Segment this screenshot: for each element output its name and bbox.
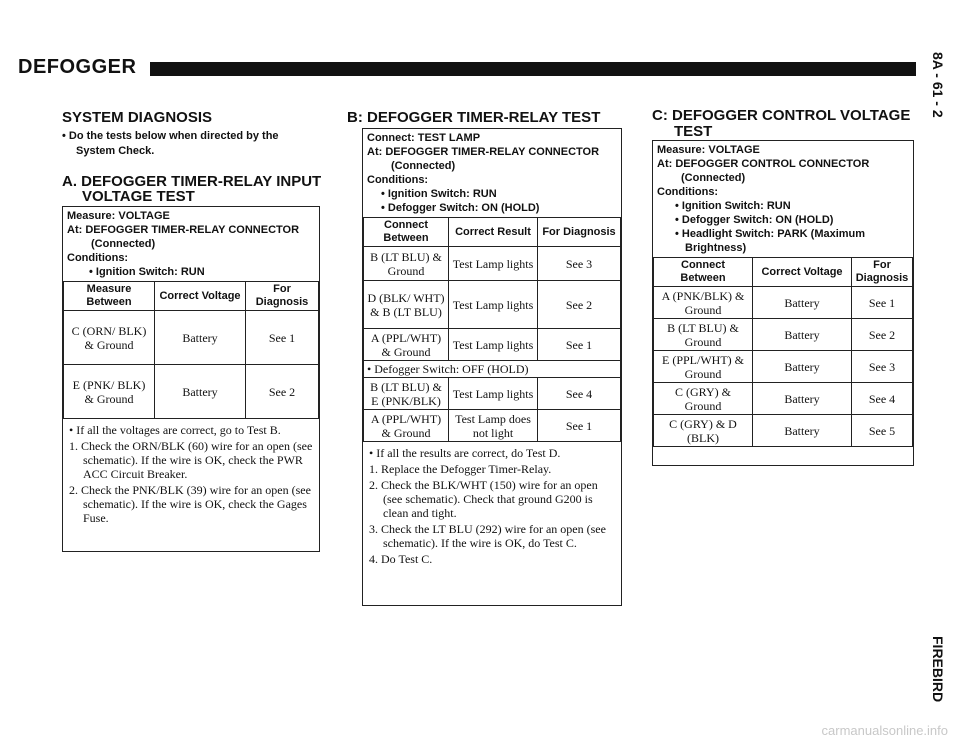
test-b-notes (363, 442, 621, 570)
watermark: carmanualsonline.info (821, 723, 948, 738)
table-row: C (GRY) & D (BLK) Battery See 5 (654, 415, 913, 447)
test-b-title: B: DEFOGGER TIMER-RELAY TEST (347, 109, 601, 126)
test-a-title-line1: A. DEFOGGER TIMER-RELAY INPUT (62, 173, 322, 190)
test-c-line: • Headlight Switch: PARK (Maximum (675, 228, 866, 240)
test-a-line: (Connected) (91, 238, 156, 250)
test-c-table (653, 257, 913, 447)
note-item: • If all the voltages are correct, go to Test B. (69, 423, 281, 437)
system-diagnosis-bullet: • Do the tests below when directed by the (62, 130, 279, 142)
test-a-table (63, 281, 319, 419)
table-row: A (PNK/BLK) & Ground Battery See 1 (654, 287, 913, 319)
test-a-notes (63, 419, 319, 529)
table-header: Connect Between (364, 218, 449, 247)
test-b-line: At: DEFOGGER TIMER-RELAY CONNECTOR (367, 146, 600, 158)
test-c-title-line2: TEST (674, 123, 713, 140)
note-item: 3. Check the LT BLU (292) wire for an open (see schematic). If the wire is OK, do Test C. (369, 522, 606, 550)
test-a-box (62, 206, 320, 552)
table-row: B (LT BLU) & Ground Test Lamp lights See 3 (364, 247, 621, 281)
note-item: 1. Replace the Defogger Timer-Relay. (369, 462, 552, 476)
test-c-conditions (653, 141, 913, 257)
test-c-line: • Defogger Switch: ON (HOLD) (675, 214, 834, 226)
test-b-line: (Connected) (391, 160, 456, 172)
table-row: E (PNK/ BLK) & Ground Battery See 2 (64, 365, 319, 419)
page-title: DEFOGGER (18, 56, 137, 78)
table-header: For Diagnosis (538, 218, 621, 247)
table-row: A (PPL/WHT) & Ground Test Lamp lights See 1 (364, 329, 621, 361)
model-label: FIREBIRD (930, 636, 946, 703)
test-c-box (652, 140, 914, 466)
note-item: 2. Check the PNK/BLK (39) wire for an open (see schematic). If the wire is OK, check the Gages Fuse. (69, 483, 311, 525)
condition-row: • Defogger Switch: OFF (HOLD) (364, 361, 621, 378)
test-c-title-line1: C: DEFOGGER CONTROL VOLTAGE (652, 107, 911, 124)
table-row: B (LT BLU) & Ground Battery See 2 (654, 319, 913, 351)
test-a-line: Conditions: (67, 252, 129, 264)
test-b-box (362, 128, 622, 606)
note-item: 4. Do Test C. (369, 552, 433, 566)
test-c-line: (Connected) (681, 172, 746, 184)
table-row: C (ORN/ BLK) & Ground Battery See 1 (64, 311, 319, 365)
test-c-line: Conditions: (657, 186, 719, 198)
test-c-line: • Ignition Switch: RUN (675, 200, 791, 212)
note-item: • If all the results are correct, do Test D. (369, 446, 561, 460)
test-b-line: • Defogger Switch: ON (HOLD) (381, 202, 540, 214)
table-row: A (PPL/WHT) & Ground Test Lamp does not light See 1 (364, 410, 621, 442)
table-row: B (LT BLU) & E (PNK/BLK) Test Lamp lights See 4 (364, 378, 621, 410)
test-b-line: • Ignition Switch: RUN (381, 188, 497, 200)
header-bar (150, 62, 916, 76)
test-a-line: • Ignition Switch: RUN (89, 266, 205, 278)
note-item: 1. Check the ORN/BLK (60) wire for an open (see schematic). If the wire is OK, check the PWR ACC Circuit Breaker. (69, 439, 313, 481)
table-row: D (BLK/ WHT) & B (LT BLU) Test Lamp lights See 2 (364, 281, 621, 329)
note-item: 2. Check the BLK/WHT (150) wire for an open (see schematic). Check that ground G200 is clean and tight. (369, 478, 598, 520)
system-diagnosis-bullet-2: System Check. (76, 145, 155, 157)
test-b-line: Connect: TEST LAMP (367, 132, 481, 144)
test-c-line: Brightness) (685, 242, 747, 254)
test-a-title-line2: VOLTAGE TEST (82, 188, 195, 205)
table-header: Measure Between (64, 282, 155, 311)
test-b-conditions (363, 129, 621, 217)
test-a-conditions (63, 207, 319, 281)
table-row: E (PPL/WHT) & Ground Battery See 3 (654, 351, 913, 383)
test-b-table (363, 217, 621, 442)
table-header: Connect Between (654, 258, 753, 287)
test-c-line: Measure: VOLTAGE (657, 144, 760, 156)
test-c-line: At: DEFOGGER CONTROL CONNECTOR (657, 158, 870, 170)
test-a-line: Measure: VOLTAGE (67, 210, 170, 222)
table-row: C (GRY) & Ground Battery See 4 (654, 383, 913, 415)
page-reference: 8A - 61 - 2 (930, 52, 946, 118)
table-header: Correct Voltage (155, 282, 246, 311)
table-header: For Diagnosis (852, 258, 913, 287)
table-header: Correct Result (449, 218, 538, 247)
test-a-line: At: DEFOGGER TIMER-RELAY CONNECTOR (67, 224, 300, 236)
table-header: For Diagnosis (246, 282, 319, 311)
system-diagnosis-title: SYSTEM DIAGNOSIS (62, 109, 213, 126)
test-b-line: Conditions: (367, 174, 429, 186)
table-header: Correct Voltage (753, 258, 852, 287)
